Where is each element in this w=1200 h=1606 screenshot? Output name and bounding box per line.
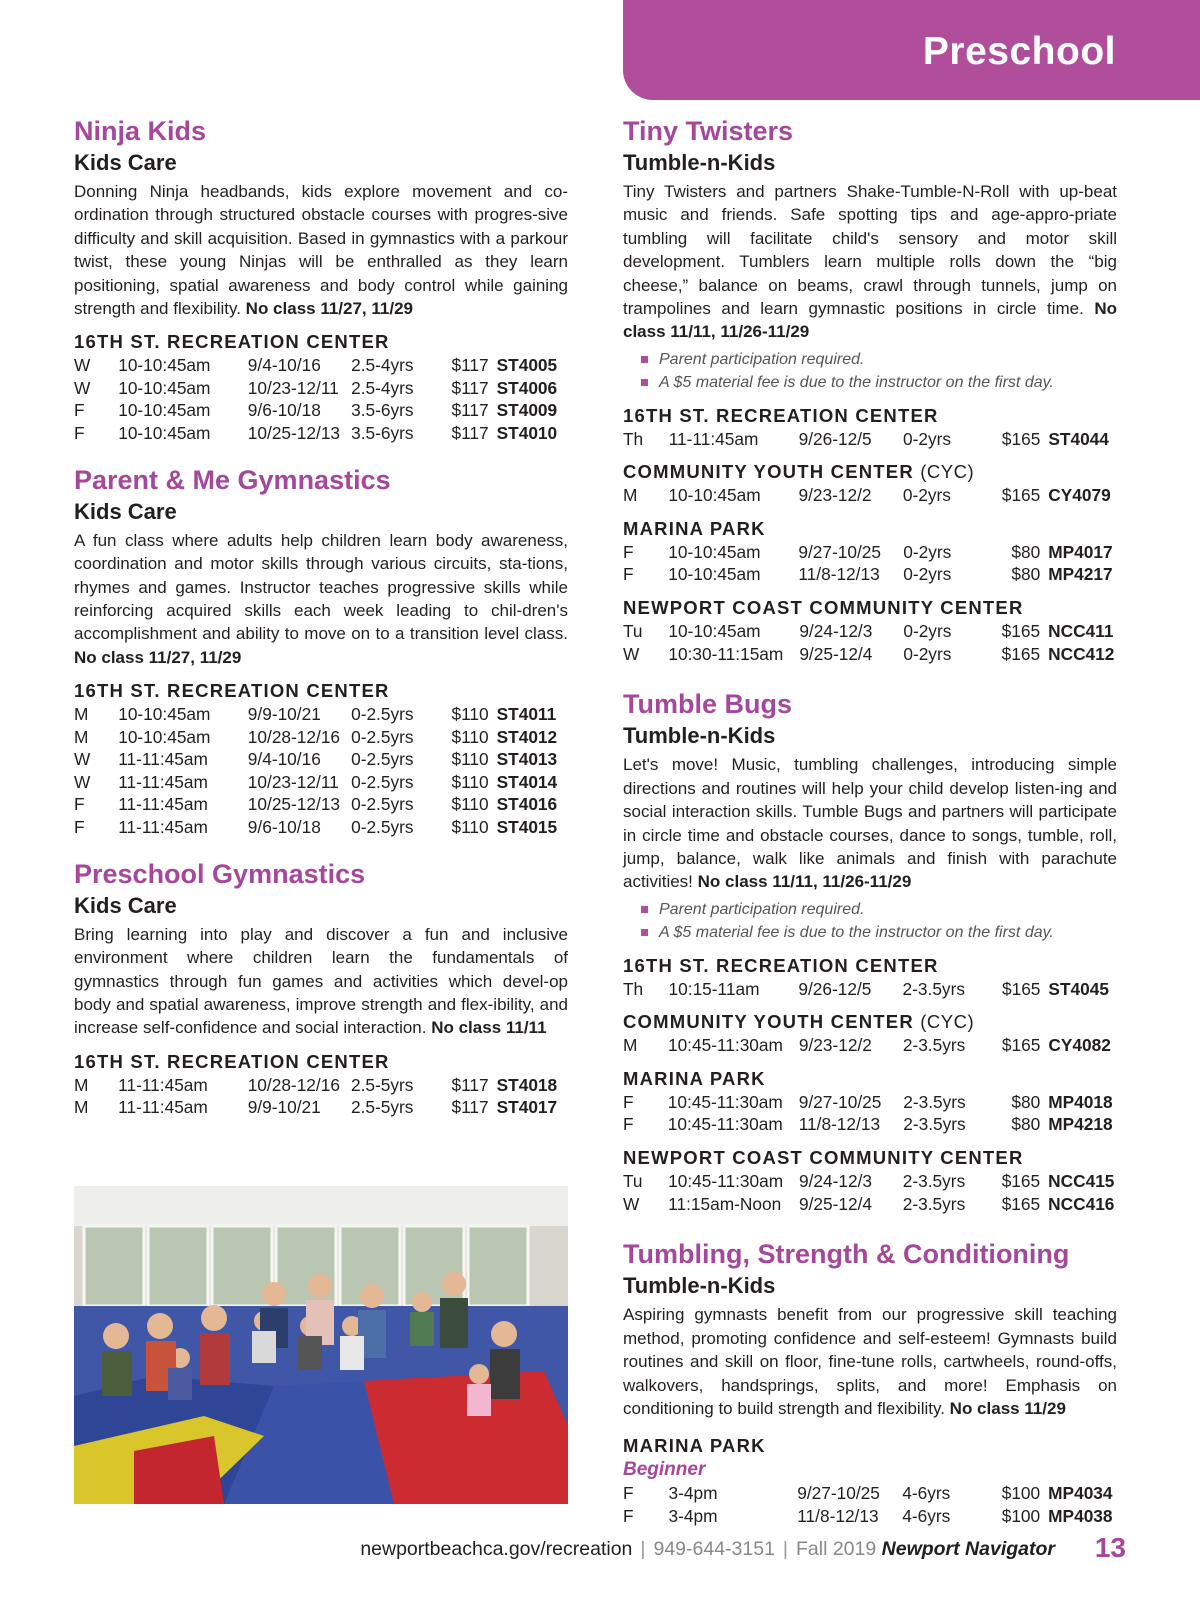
cell-day: Th [623, 428, 644, 449]
schedule-table [74, 703, 568, 839]
footer-season: Fall 2019 [796, 1538, 877, 1560]
cell-day: Tu [623, 1171, 643, 1192]
schedule-row [74, 726, 568, 749]
cell-time: 10-10:45am [118, 704, 211, 725]
cell-price: $110 [451, 726, 489, 747]
cell-dates: 10/23-12/11 [247, 771, 339, 792]
preschool-gymnastics-section [74, 857, 568, 1119]
footer-publication: Newport Navigator [881, 1538, 1055, 1560]
cell-time: 10-10:45am [118, 400, 211, 421]
cell-day: F [623, 564, 634, 585]
note-text: Parent participation required. [659, 900, 865, 918]
banner-title: Preschool [922, 30, 1116, 73]
location-name: COMMUNITY YOUTH CENTER [623, 461, 914, 483]
cell-time: 11:15am-Noon [668, 1193, 782, 1214]
cell-time: 10-10:45am [118, 377, 211, 398]
cell-age: 0-2.5yrs [351, 726, 414, 747]
schedule-row [623, 564, 1117, 587]
tumbling-strength-section [623, 1237, 1117, 1527]
schedule-row [74, 748, 568, 771]
note-text: A $5 material fee is due to the instructor on the first day. [659, 923, 1054, 941]
schedule-table [623, 541, 1117, 586]
note-text: Parent participation required. [659, 350, 865, 368]
no-class-note: No class 11/11 [431, 1018, 547, 1038]
cell-code: ST4012 [496, 726, 558, 747]
location-heading: NEWPORT COAST COMMUNITY CENTER [623, 597, 1024, 619]
cell-time: 11-11:45am [118, 1097, 208, 1118]
cell-price: $165 [1001, 643, 1041, 664]
cell-code: ST4017 [496, 1097, 558, 1118]
cell-age: 2-3.5yrs [903, 1114, 966, 1135]
cell-age: 0-2.5yrs [351, 817, 414, 838]
section-title: Parent & Me Gymnastics [74, 464, 391, 495]
location-heading: 16TH ST. RECREATION CENTER [74, 1050, 390, 1072]
cell-day: W [623, 1193, 640, 1214]
cell-day: W [74, 771, 91, 792]
cell-age: 2.5-5yrs [351, 1097, 414, 1118]
cell-time: 10-10:45am [668, 541, 761, 562]
cell-code: MP4018 [1048, 1091, 1113, 1112]
cell-code: MP4017 [1048, 541, 1113, 562]
cell-price: $80 [1011, 1114, 1041, 1135]
cell-dates: 9/24-12/3 [799, 1171, 873, 1192]
cell-code: NCC416 [1048, 1193, 1115, 1214]
location-heading: MARINA PARK [623, 518, 766, 540]
cell-code: MP4218 [1048, 1114, 1113, 1135]
left-column [74, 114, 568, 1119]
cell-time: 10:45-11:30am [667, 1035, 783, 1056]
schedule-row [623, 620, 1117, 643]
description-text: Bring learning into play and discover a fun and inclusive environment where children learn the fundamentals of gymnastics through fun games and activities which devel-op body and spatial awareness, improve strength and flex-ibility, and increase self-confidence and social interaction. [74, 924, 568, 1038]
cell-day: Th [623, 978, 644, 999]
cell-dates: 10/23-12/11 [247, 377, 339, 398]
bullet-icon [641, 929, 648, 936]
location-heading: 16TH ST. RECREATION CENTER [74, 331, 390, 353]
ninja-kids-section [74, 114, 568, 445]
cell-age: 2-3.5yrs [902, 1035, 966, 1056]
cell-code: ST4015 [496, 817, 558, 838]
cell-time: 10:30-11:15am [668, 643, 784, 664]
cell-price: $100 [1001, 1505, 1041, 1526]
right-column [623, 114, 1117, 1528]
cell-price: $117 [451, 1097, 489, 1118]
description-text: Let's move! Music, tumbling challenges, introducing simple directions and routines will help your child develop listen-ing and social interaction skills. Tumble Bugs and partners will participate in circle time and obstacle courses, dance to songs, tumble, roll, jump, balance, walk like animals and finish with parachute activities! [623, 755, 1117, 892]
cell-code: ST4005 [496, 355, 558, 376]
class-photo [74, 1186, 568, 1504]
cell-price: $165 [1001, 1035, 1041, 1056]
cell-time: 11-11:45am [118, 771, 208, 792]
cell-age: 4-6yrs [902, 1483, 951, 1504]
schedule-table [74, 1074, 568, 1119]
section-title: Preschool Gymnastics [74, 858, 366, 889]
cell-time: 10:45-11:30am [667, 1091, 783, 1112]
page-footer [0, 1532, 1200, 1568]
no-class-note: No class 11/27, 11/29 [74, 647, 242, 667]
cell-age: 0-2.5yrs [351, 704, 414, 725]
schedule-row [74, 377, 568, 400]
cell-price: $110 [451, 771, 489, 792]
cell-age: 0-2.5yrs [351, 771, 414, 792]
section-subtitle: Kids Care [74, 150, 177, 175]
schedule-row [74, 354, 568, 377]
cell-age: 0-2yrs [903, 428, 952, 449]
notes-list [623, 898, 1117, 944]
cell-code: CY4079 [1048, 485, 1111, 506]
cell-age: 0-2yrs [903, 564, 952, 585]
schedule-row [623, 428, 1117, 451]
tumble-bugs-section [623, 687, 1117, 1215]
cell-dates: 9/6-10/18 [247, 400, 321, 421]
section-subtitle: Tumble-n-Kids [623, 723, 776, 749]
schedule-row [74, 422, 568, 445]
cell-price: $117 [451, 1074, 489, 1095]
cell-age: 2-3.5yrs [902, 1193, 966, 1214]
cell-dates: 9/25-12/4 [799, 1193, 873, 1214]
cell-time: 11-11:45am [118, 1074, 208, 1095]
cell-age: 2-3.5yrs [903, 1091, 966, 1112]
cell-time: 11-11:45am [118, 794, 208, 815]
cell-code: ST4011 [496, 704, 557, 725]
cell-age: 0-2.5yrs [351, 794, 414, 815]
cell-dates: 10/25-12/13 [247, 423, 341, 444]
tiny-twisters-section [623, 114, 1117, 665]
cell-day: Tu [623, 621, 643, 642]
location-heading [623, 460, 1117, 484]
cell-code: ST4044 [1048, 428, 1109, 449]
schedule-row [623, 978, 1117, 1001]
footer-phone: 949-644-3151 [653, 1538, 775, 1560]
cell-dates: 9/27-10/25 [797, 1483, 880, 1504]
cell-price: $80 [1011, 564, 1041, 585]
cell-age: 2-3.5yrs [902, 978, 965, 999]
bullet-icon [641, 379, 648, 386]
section-subtitle: Tumble-n-Kids [623, 150, 776, 175]
cell-time: 10:45-11:30am [667, 1114, 783, 1135]
cell-dates: 11/8-12/13 [798, 1114, 881, 1135]
schedule-row [74, 703, 568, 726]
location-heading: 16TH ST. RECREATION CENTER [623, 404, 939, 426]
cell-age: 2-3.5yrs [902, 1171, 966, 1192]
section-subtitle: Kids Care [74, 892, 177, 918]
location-heading: 16TH ST. RECREATION CENTER [623, 954, 939, 976]
cell-day: F [623, 1114, 634, 1135]
schedule-row [623, 1034, 1117, 1057]
cell-age: 2.5-4yrs [351, 377, 414, 398]
cell-price: $80 [1011, 1091, 1041, 1112]
location-heading [623, 1010, 1117, 1034]
location-heading: NEWPORT COAST COMMUNITY CENTER [623, 1147, 1024, 1169]
schedule-table [623, 1034, 1117, 1057]
schedule-table [623, 1170, 1117, 1215]
cell-price: $110 [451, 817, 489, 838]
cell-day: F [623, 1483, 634, 1504]
cell-day: M [623, 485, 638, 506]
cell-code: NCC412 [1048, 643, 1115, 664]
schedule-table [623, 620, 1117, 665]
description-text: Aspiring gymnasts benefit from our progressive skill teaching method, promoting confidence and self-esteem! Gymnasts build routines and skill on floor, fine-tune rolls, cartwheels, round-offs, walkovers, handsprings, splits, and more! Emphasis on conditioning to build strength and flexibility. [623, 1305, 1117, 1419]
cell-price: $117 [451, 423, 489, 444]
cell-age: 2.5-5yrs [351, 1074, 414, 1095]
section-subtitle: Kids Care [74, 498, 177, 524]
cell-time: 11-11:45am [118, 749, 208, 770]
schedule-row [623, 1170, 1117, 1193]
cell-dates: 9/4-10/16 [247, 355, 321, 376]
cell-day: W [74, 749, 91, 770]
cell-price: $165 [1001, 428, 1041, 449]
cell-dates: 9/24-12/3 [799, 621, 873, 642]
cell-time: 3-4pm [668, 1505, 718, 1526]
cell-code: NCC415 [1048, 1171, 1115, 1192]
cell-price: $165 [1001, 485, 1041, 506]
location-heading: 16TH ST. RECREATION CENTER [74, 680, 390, 702]
schedule-row [623, 541, 1117, 564]
cell-code: ST4013 [496, 749, 558, 770]
note-item [641, 348, 1117, 371]
cell-age: 0-2.5yrs [351, 749, 414, 770]
no-class-note: No class 11/11, 11/26-11/29 [623, 299, 1117, 342]
no-class-note: No class 11/11, 11/26-11/29 [697, 872, 912, 892]
cell-dates: 9/6-10/18 [247, 817, 321, 838]
section-title: Tumbling, Strength & Conditioning [623, 1239, 1070, 1270]
footer-separator: | [640, 1538, 646, 1560]
cell-day: W [623, 643, 640, 664]
page-number: 13 [1094, 1532, 1126, 1563]
cell-dates: 10/28-12/16 [247, 726, 341, 747]
cell-day: F [74, 817, 85, 838]
cell-time: 10-10:45am [668, 564, 761, 585]
cell-dates: 10/25-12/13 [247, 794, 341, 815]
cell-dates: 10/28-12/16 [247, 1074, 340, 1095]
cell-day: F [74, 423, 85, 444]
location-abbr: (CYC) [920, 461, 975, 483]
cell-dates: 11/8-12/13 [797, 1505, 879, 1526]
section-description [74, 180, 568, 320]
no-class-note: No class 11/29 [949, 1399, 1066, 1419]
cell-day: M [623, 1035, 638, 1056]
cell-age: 0-2yrs [903, 643, 952, 664]
cell-dates: 9/25-12/4 [799, 643, 873, 664]
note-item [641, 371, 1117, 394]
cell-age: 3.5-6yrs [351, 400, 414, 421]
cell-day: F [623, 1505, 634, 1526]
cell-time: 10-10:45am [118, 355, 211, 376]
cell-dates: 9/26-12/5 [798, 428, 872, 449]
schedule-row [623, 1193, 1117, 1216]
cell-day: F [74, 400, 85, 421]
section-banner [623, 0, 1200, 100]
cell-price: $110 [451, 794, 489, 815]
description-text: A fun class where adults help children learn body awareness, coordination and motor skills through various circuits, sta-tions, rhymes and games. Instructor teaches progressive skills while reinforcing acquired skills each week leading to chil-dren's accomplishment and ability to move on to a transition level class. [74, 530, 568, 644]
schedule-row [74, 1096, 568, 1119]
note-item [641, 898, 1117, 921]
cell-time: 10:15-11am [668, 978, 760, 999]
cell-age: 2.5-4yrs [351, 355, 414, 376]
bullet-icon [641, 906, 648, 913]
cell-day: F [623, 541, 634, 562]
cell-code: ST4016 [496, 794, 558, 815]
note-item [641, 921, 1117, 944]
cell-dates: 9/9-10/21 [247, 704, 321, 725]
footer-url[interactable]: newportbeachca.gov/recreation [360, 1538, 633, 1560]
cell-dates: 9/23-12/2 [798, 485, 872, 506]
schedule-table [623, 978, 1117, 1001]
cell-day: W [74, 377, 91, 398]
cell-age: 0-2yrs [902, 485, 951, 506]
schedule-table [623, 484, 1117, 507]
cell-code: ST4009 [496, 400, 558, 421]
cell-price: $110 [451, 704, 489, 725]
cell-price: $117 [451, 377, 489, 398]
cell-time: 3-4pm [668, 1483, 718, 1504]
cell-code: MP4217 [1048, 564, 1113, 585]
schedule-table [74, 354, 568, 444]
cell-age: 4-6yrs [902, 1505, 951, 1526]
cell-dates: 9/9-10/21 [247, 1097, 321, 1118]
schedule-row [74, 794, 568, 817]
cell-day: M [74, 1097, 89, 1118]
cell-price: $165 [1001, 1193, 1041, 1214]
cell-time: 10-10:45am [668, 485, 761, 506]
schedule-row [623, 1091, 1117, 1114]
cell-price: $80 [1011, 541, 1041, 562]
schedule-table [623, 428, 1117, 451]
cell-day: F [74, 794, 85, 815]
section-title: Ninja Kids [74, 116, 207, 146]
section-description [623, 180, 1117, 344]
cell-code: MP4038 [1048, 1505, 1113, 1526]
footer-line [360, 1538, 1055, 1561]
description-text: Tiny Twisters and partners Shake-Tumble-N-Roll with up-beat music and friends. Safe spotting tips and age-appro-priate tumbling will facilitate child's sensory and motor skill development. Tumblers learn multiple rolls down the “big cheese,” balance on beams, crawl through tunnels, jump on trampolines and learn gymnastic positions in circle time. [623, 182, 1117, 319]
cell-price: $165 [1001, 978, 1041, 999]
cell-dates: 9/23-12/2 [798, 1035, 872, 1056]
notes-list [623, 348, 1117, 394]
schedule-row [623, 1505, 1117, 1528]
cell-code: ST4014 [496, 771, 558, 792]
schedule-table [623, 1482, 1117, 1527]
cell-age: 0-2yrs [903, 621, 952, 642]
schedule-row [74, 816, 568, 839]
cell-time: 10-10:45am [668, 621, 761, 642]
section-title: Tumble Bugs [623, 689, 793, 720]
location-name: COMMUNITY YOUTH CENTER [623, 1011, 914, 1033]
gym-group-photo [74, 1186, 568, 1504]
cell-age: 0-2yrs [903, 541, 952, 562]
cell-price: $100 [1001, 1483, 1041, 1504]
cell-time: 11-11:45am [118, 817, 208, 838]
cell-day: M [74, 1074, 89, 1095]
cell-time: 10-10:45am [118, 726, 211, 747]
cell-day: W [74, 355, 91, 376]
location-heading: MARINA PARK [623, 1435, 766, 1457]
cell-time: 10:45-11:30am [668, 1171, 784, 1192]
cell-age: 3.5-6yrs [351, 423, 414, 444]
schedule-row [74, 771, 568, 794]
section-title: Tiny Twisters [623, 116, 794, 146]
cell-price: $165 [1001, 621, 1041, 642]
schedule-row [74, 1074, 568, 1097]
location-heading: MARINA PARK [623, 1068, 766, 1090]
schedule-row [623, 1482, 1117, 1505]
cell-price: $117 [451, 400, 489, 421]
cell-day: M [74, 704, 89, 725]
cell-code: ST4018 [496, 1074, 558, 1095]
parent-me-section [74, 463, 568, 839]
schedule-row [623, 1114, 1117, 1137]
cell-code: CY4082 [1048, 1035, 1111, 1056]
bullet-icon [641, 356, 648, 363]
cell-dates: 9/4-10/16 [247, 749, 321, 770]
cell-time: 10-10:45am [118, 423, 211, 444]
cell-day: F [623, 1091, 634, 1112]
cell-code: MP4034 [1048, 1483, 1113, 1504]
cell-code: ST4010 [496, 423, 558, 444]
section-description [623, 1303, 1117, 1420]
note-text: A $5 material fee is due to the instructor on the first day. [659, 373, 1054, 391]
cell-dates: 11/8-12/13 [798, 564, 880, 585]
footer-separator: | [782, 1538, 788, 1560]
cell-price: $117 [451, 355, 489, 376]
cell-code: ST4006 [496, 377, 558, 398]
schedule-row [623, 484, 1117, 507]
level-label: Beginner [623, 1459, 706, 1481]
cell-dates: 9/27-10/25 [798, 1091, 882, 1112]
section-description [74, 923, 568, 1040]
cell-dates: 9/27-10/25 [798, 541, 881, 562]
cell-price: $110 [451, 749, 489, 770]
schedule-table [623, 1091, 1117, 1136]
no-class-note: No class 11/27, 11/29 [245, 299, 413, 319]
section-description [623, 753, 1117, 893]
cell-day: M [74, 726, 89, 747]
description-text: Donning Ninja headbands, kids explore movement and co-ordination through structured obstacle courses with progres-sive difficulty and skill acquisition. Based in gymnastics with a parkour twist, these young Ninjas will be enthralled as they learn positioning, spatial awareness and body control while gaining strength and flexibility. [74, 182, 568, 319]
location-abbr: (CYC) [920, 1011, 975, 1033]
cell-dates: 9/26-12/5 [798, 978, 872, 999]
schedule-row [623, 643, 1117, 666]
cell-time: 11-11:45am [668, 428, 759, 449]
cell-price: $165 [1001, 1171, 1041, 1192]
schedule-row [74, 400, 568, 423]
section-description [74, 529, 568, 669]
section-subtitle: Tumble-n-Kids [623, 1273, 776, 1299]
cell-code: NCC411 [1048, 621, 1114, 642]
cell-code: ST4045 [1048, 978, 1109, 999]
